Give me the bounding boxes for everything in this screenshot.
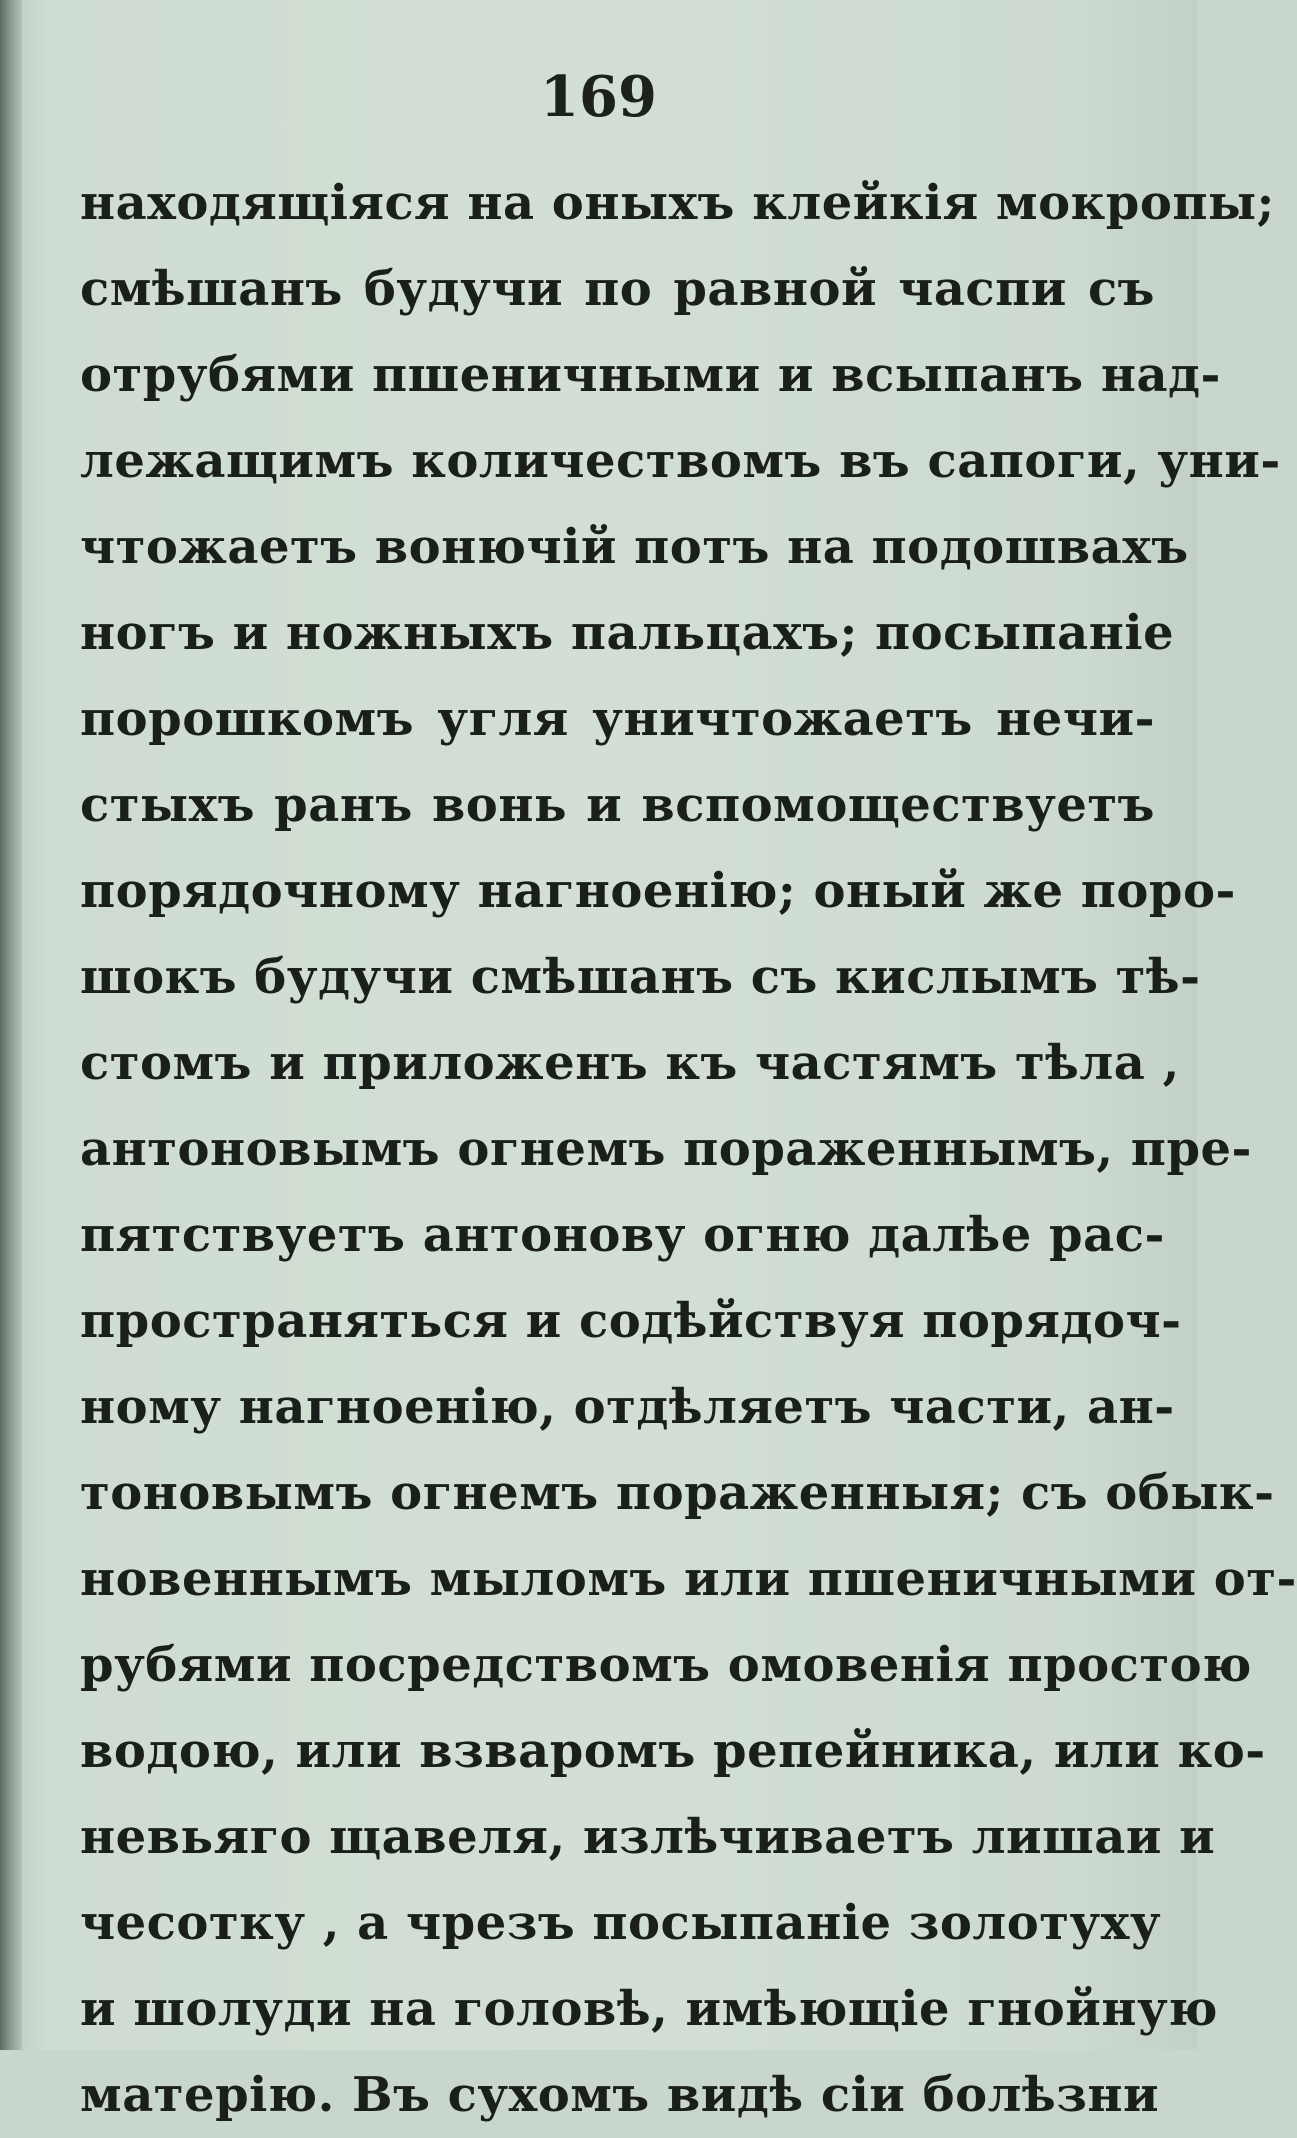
- text-line: стыхъ ранъ вонь и вспомоществуетъ: [80, 777, 1155, 833]
- text-line: матерію. Въ сухомъ видѣ сіи болѣзни: [80, 2067, 1160, 2123]
- text-line: и шолуди на головѣ, имѣющіе гнойную: [80, 1981, 1218, 2037]
- text-line: отрубями пшеничными и всыпанъ над-: [80, 347, 1221, 403]
- text-line: водою, или взваромъ репейника, или ко-: [80, 1723, 1266, 1779]
- text-line: стомъ и приложенъ къ частямъ тѣла ,: [80, 1035, 1180, 1091]
- text-line: пространяться и содѣйствуя порядоч-: [80, 1293, 1182, 1349]
- body-text: [80, 160, 1297, 2138]
- text-line: чтожаетъ вонючій потъ на подошвахъ: [80, 519, 1189, 575]
- text-line: шокъ будучи смѣшанъ съ кислымъ тѣ-: [80, 949, 1201, 1005]
- text-line: находящіяся на оныхъ клейкія мокропы;: [80, 175, 1275, 231]
- text-line: смѣшанъ будучи по равной часпи съ: [80, 261, 1155, 317]
- text-line: пятствуетъ антонову огню далѣе рас-: [80, 1207, 1165, 1263]
- text-line: новеннымъ мыломъ или пшеничными от-: [80, 1551, 1297, 1607]
- text-line: порядочному нагноенію; оный же поро-: [80, 863, 1236, 919]
- text-line: лежащимъ количествомъ въ сапоги, уни-: [80, 433, 1281, 489]
- text-line: рубями посредствомъ омовенія простою: [80, 1637, 1252, 1693]
- text-line: невьяго щавеля, излѣчиваетъ лишаи и: [80, 1809, 1216, 1865]
- text-line: чесотку , а чрезъ посыпаніе золотуху: [80, 1895, 1162, 1951]
- text-line: ному нагноенію, отдѣляетъ части, ан-: [80, 1379, 1175, 1435]
- text-line: антоновымъ огнемъ пораженнымъ, пре-: [80, 1121, 1252, 1177]
- page-number: 169: [540, 64, 657, 130]
- text-line: тоновымъ огнемъ пораженныя; съ обык-: [80, 1465, 1275, 1521]
- text-line: порошкомъ угля уничтожаетъ нечи-: [80, 691, 1155, 747]
- book-spine-edge: [0, 0, 22, 2050]
- text-line: ногъ и ножныхъ пальцахъ; посыпаніе: [80, 605, 1175, 661]
